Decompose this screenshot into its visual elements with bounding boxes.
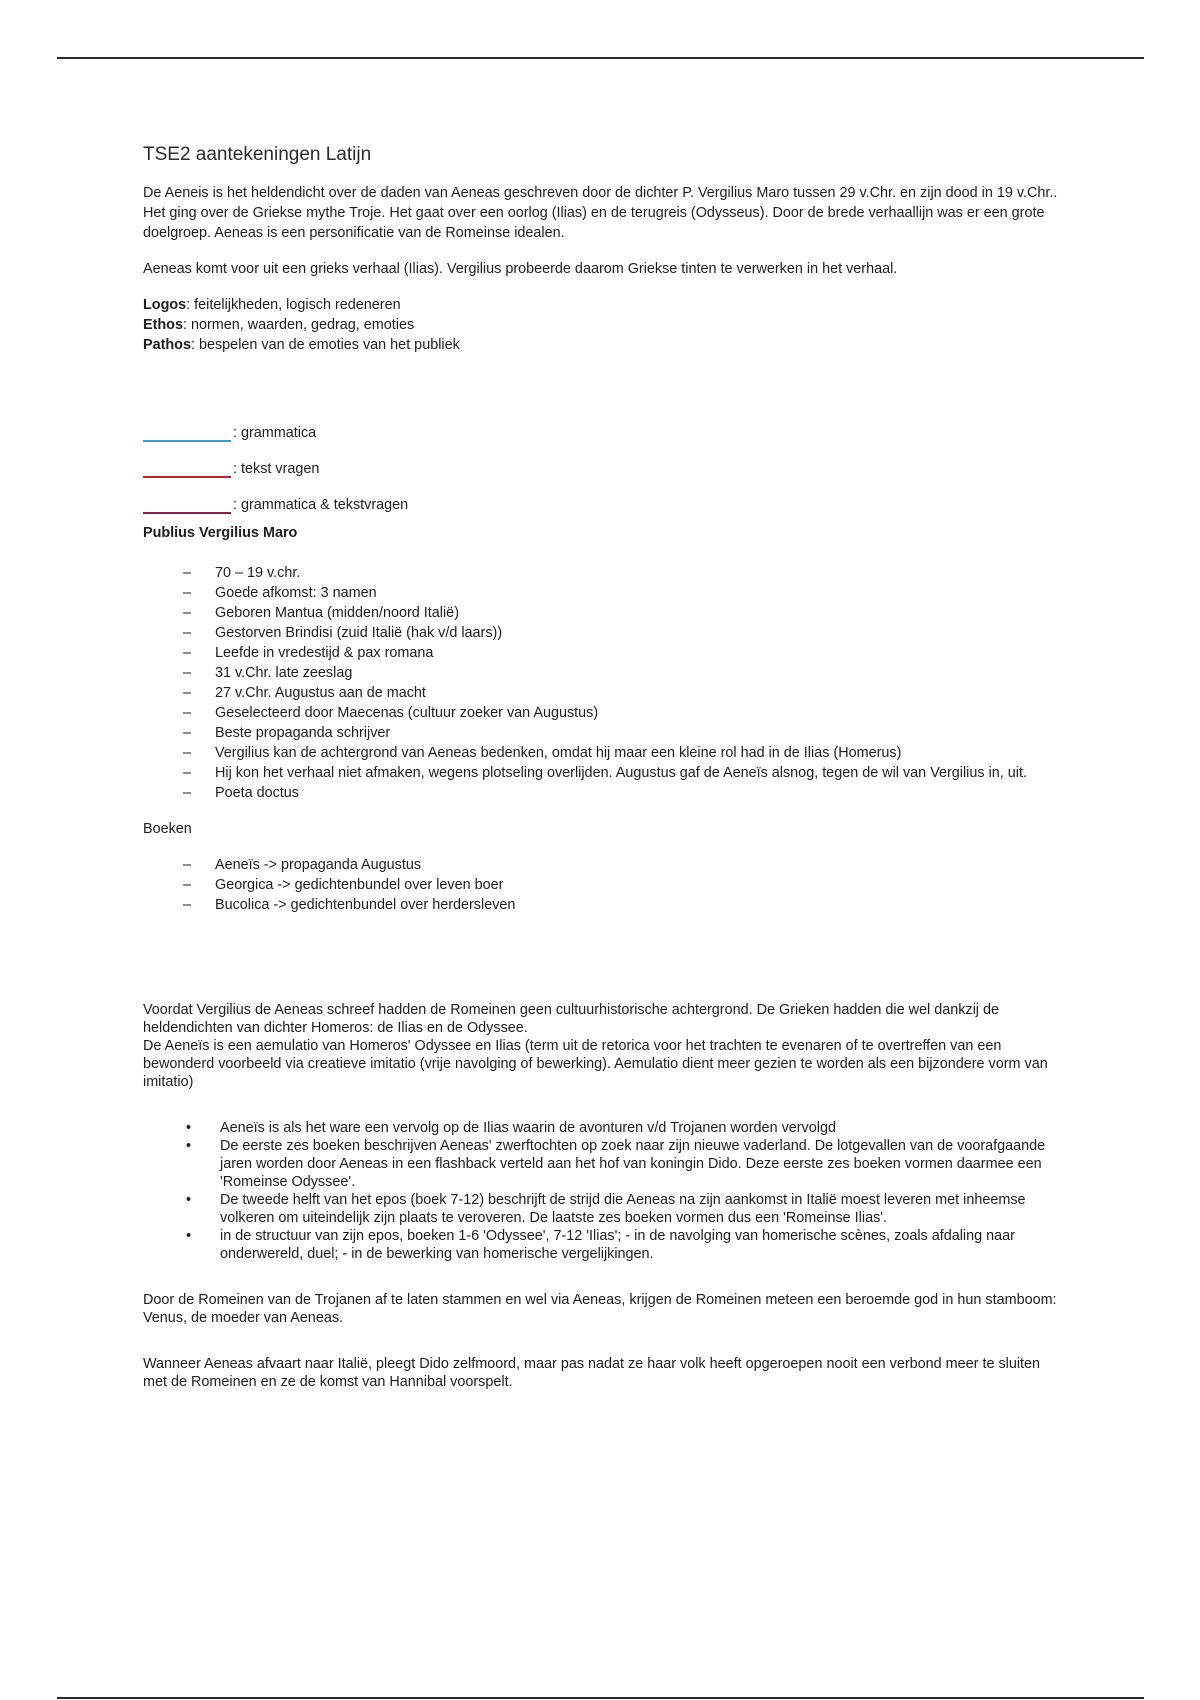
list-item: – Hij kon het verhaal niet afmaken, wegens plotseling overlijden. Augustus gaf de Aeneïs alsnog, tegen de wil van Vergilius in, uit. — [143, 763, 1058, 783]
legend-line-blue — [143, 440, 231, 442]
list-item: – Geselecteerd door Maecenas (cultuur zoeker van Augustus) — [143, 703, 1058, 723]
legend-line-purple — [143, 512, 231, 514]
list-item: – Poeta doctus — [143, 783, 1058, 803]
list-item: – Georgica -> gedichtenbundel over leven boer — [143, 875, 1058, 895]
list-item: – Goede afkomst: 3 namen — [143, 583, 1058, 603]
spacer — [143, 931, 1058, 1001]
footer-rule — [57, 1697, 1144, 1699]
list-item: – Bucolica -> gedichtenbundel over herdersleven — [143, 895, 1058, 915]
list-item: • De eerste zes boeken beschrijven Aeneas' zwerftochten op zoek naar zijn nieuwe vaderland. De lotgevallen van de voorafgaande jaren worden door Aeneas in een flashback verteld aan het hof van koningin Dido. Deze eerste zes boeken vormen daarmee een 'Romeinse Odyssee'. — [143, 1137, 1058, 1191]
definition-logos: Logos: feitelijkheden, logisch redeneren — [143, 297, 401, 313]
list-item: • in de structuur van zijn epos, boeken 1-6 'Odyssee', 7-12 'Ilias'; - in de navolging van homerische scènes, zoals afdaling naar onderwereld, duel; - in de bewerking van homerische vergelijkingen. — [143, 1227, 1058, 1263]
list-item: • De tweede helft van het epos (boek 7-12) beschrijft de strijd die Aeneas na zijn aankomst in Italië moest leveren met inheemse volkeren om uiteindelijk zijn plaats te veroveren. De laatste zes boeken vormen dus een 'Romeinse Ilias'. — [143, 1191, 1058, 1227]
list-item: – 27 v.Chr. Augustus aan de macht — [143, 683, 1058, 703]
aemulatio-paragraph: De Aeneïs is een aemulatio van Homeros' Odyssee en Ilias (term uit de retorica voor het trachten te evenaren of te overtreffen van een bewonderd voorbeeld via creatieve imitatio (vrije navolging of bewerking). Aemulatio dient meer gezien te worden als een bijzondere vorm van imitatio) — [143, 1038, 1048, 1090]
list-item: – Leefde in vredestijd & pax romana — [143, 643, 1058, 663]
document-body — [143, 143, 1058, 1391]
definition-pathos: Pathos: bespelen van de emoties van het publiek — [143, 337, 460, 353]
list-item: – 31 v.Chr. late zeeslag — [143, 663, 1058, 683]
section-heading-vergilius: Publius Vergilius Maro — [143, 525, 298, 541]
header-rule — [57, 57, 1144, 59]
list-item: – Geboren Mantua (midden/noord Italië) — [143, 603, 1058, 623]
legend-grammatica-tekstvragen: : grammatica & tekstvragen — [143, 495, 1058, 515]
closing-paragraph: Door de Romeinen van de Trojanen af te laten stammen en wel via Aeneas, krijgen de Romeinen meteen een beroemde god in hun stamboom: Venus, de moeder van Aeneas. — [143, 1292, 1057, 1326]
page-title: TSE2 aantekeningen Latijn — [143, 144, 372, 165]
spacer — [143, 371, 1058, 423]
legend-tekst-vragen: : tekst vragen — [143, 459, 1058, 479]
definitions — [143, 295, 1058, 355]
list-item: – Vergilius kan de achtergrond van Aeneas bedenken, omdat hij maar een kleine rol had in de Ilias (Homerus) — [143, 743, 1058, 763]
aeneis-points-list — [143, 1119, 1058, 1263]
boeken-list — [143, 855, 1058, 915]
legend-grammatica: : grammatica — [143, 423, 1058, 443]
list-item: – Beste propaganda schrijver — [143, 723, 1058, 743]
section-heading-boeken: Boeken — [143, 821, 192, 837]
color-legend — [143, 423, 1058, 515]
closing-paragraph: Wanneer Aeneas afvaart naar Italië, pleegt Dido zelfmoord, maar pas nadat ze haar volk heeft opgeroepen nooit een verbond meer te sluiten met de Romeinen en ze de komst van Hannibal voorspelt. — [143, 1356, 1041, 1390]
aemulatio-paragraph: Voordat Vergilius de Aeneas schreef hadden de Romeinen geen cultuurhistorische achtergrond. De Grieken hadden die wel dankzij de heldendichten van dichter Homeros: de Ilias en de Odyssee. — [143, 1002, 999, 1036]
definition-ethos: Ethos: normen, waarden, gedrag, emoties — [143, 317, 415, 333]
list-item: – Gestorven Brindisi (zuid Italië (hak v/d laars)) — [143, 623, 1058, 643]
spacer — [143, 1263, 1058, 1291]
vergilius-list — [143, 563, 1058, 803]
intro-paragraph: Aeneas komt voor uit een grieks verhaal (Ilias). Vergilius probeerde daarom Griekse tinten te verwerken in het verhaal. — [143, 261, 898, 277]
list-item: – 70 – 19 v.chr. — [143, 563, 1058, 583]
legend-line-red — [143, 476, 231, 478]
intro-paragraph: De Aeneis is het heldendicht over de daden van Aeneas geschreven door de dichter P. Vergilius Maro tussen 29 v.Chr. en zijn dood in 19 v.Chr.. Het ging over de Griekse mythe Troje. Het gaat over een oorlog (Ilias) en de terugreis (Odysseus). Door de brede verhaallijn was er een grote doelgroep. Aeneas is een personificatie van de Romeinse idealen. — [143, 185, 1058, 241]
list-item: • Aeneïs is als het ware een vervolg op de Ilias waarin de avonturen v/d Trojanen worden vervolgd — [143, 1119, 1058, 1137]
list-item: – Aeneïs -> propaganda Augustus — [143, 855, 1058, 875]
